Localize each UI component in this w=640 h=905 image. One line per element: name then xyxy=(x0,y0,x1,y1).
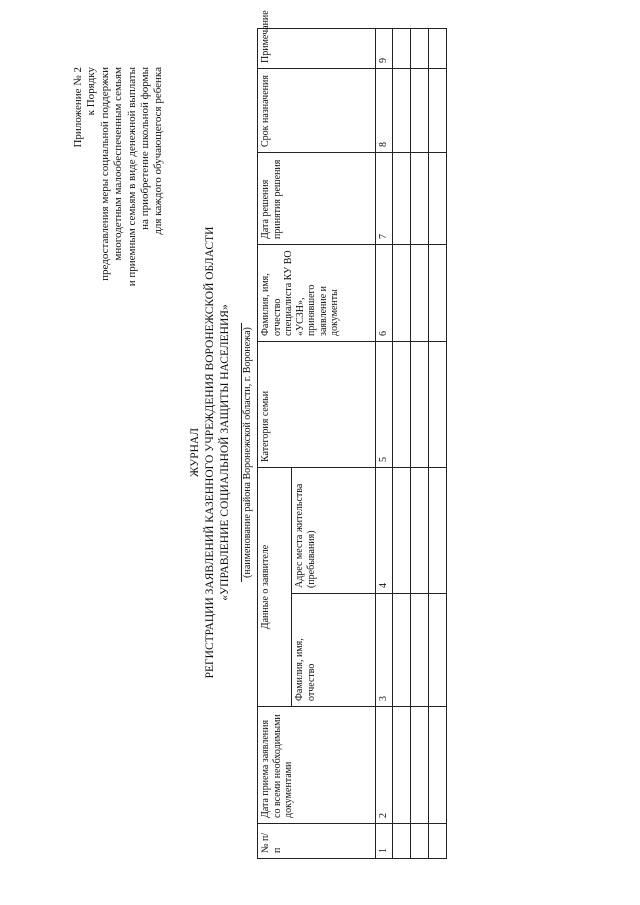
header-date-received: Дата приема заявления со всеми необходимыми документами xyxy=(258,707,376,824)
empty-cell xyxy=(428,28,446,68)
empty-cell xyxy=(410,707,428,824)
empty-cell xyxy=(392,594,410,707)
empty-cell xyxy=(392,707,410,824)
empty-cell xyxy=(392,152,410,244)
empty-cell xyxy=(410,152,428,244)
journal-subtitle: РЕГИСТРАЦИИ ЗАЯВЛЕНИЙ КАЗЕННОГО УЧРЕЖДЕНИЯ ВОРОНЕЖСКОЙ ОБЛАСТИ xyxy=(204,226,216,679)
empty-table-row xyxy=(428,28,446,858)
empty-cell xyxy=(428,68,446,152)
empty-cell xyxy=(410,824,428,859)
header-note: Примечание xyxy=(258,28,376,68)
empty-cell xyxy=(428,152,446,244)
appendix-line: на приобретение школьной формы xyxy=(139,67,152,230)
appendix-line: предоставления меры социальной поддержки xyxy=(98,67,111,281)
region-caption xyxy=(242,0,254,905)
empty-cell xyxy=(392,244,410,341)
appendix-line: к Порядку xyxy=(85,67,98,116)
column-number: 2 xyxy=(376,707,393,824)
column-number: 5 xyxy=(376,341,393,467)
header-address: Адрес места жительства (пребывания) xyxy=(292,467,376,593)
header-decision-date: Дата решения принятия решения xyxy=(258,152,376,244)
column-number: 1 xyxy=(376,824,393,859)
header-full-name: Фамилия, имя, отчество xyxy=(292,594,376,707)
empty-cell xyxy=(428,244,446,341)
empty-table-row xyxy=(392,28,410,858)
column-number: 4 xyxy=(376,467,393,593)
empty-cell xyxy=(410,28,428,68)
appendix-line: и приемным семьям в виде денежной выплаты xyxy=(125,67,138,287)
registration-table xyxy=(257,10,447,859)
header-specialist: Фамилия, имя, отчество специалиста КУ ВО «УСЗН», принявшего заявление и документы xyxy=(258,244,376,341)
empty-cell xyxy=(410,594,428,707)
header-family-category: Категория семьи xyxy=(258,341,376,467)
empty-cell xyxy=(392,28,410,68)
header-term: Срок назначения xyxy=(258,68,376,152)
journal-organization: «УПРАВЛЕНИЕ СОЦИАЛЬНОЙ ЗАЩИТЫ НАСЕЛЕНИЯ» xyxy=(219,304,231,601)
column-number: 7 xyxy=(376,152,393,244)
column-number: 6 xyxy=(376,244,393,341)
empty-cell xyxy=(392,68,410,152)
empty-cell xyxy=(428,707,446,824)
empty-cell xyxy=(428,824,446,859)
empty-cell xyxy=(392,467,410,593)
appendix-block xyxy=(72,67,166,905)
region-caption-text: (наименование района Воронежской области, г. Воронежа) xyxy=(241,323,253,582)
journal-title: ЖУРНАЛ xyxy=(189,427,201,478)
empty-cell xyxy=(410,68,428,152)
empty-cell xyxy=(410,467,428,593)
empty-cell xyxy=(428,594,446,707)
empty-cell xyxy=(410,244,428,341)
header-num: № п/п xyxy=(258,824,376,859)
empty-cell xyxy=(392,824,410,859)
empty-cell xyxy=(410,341,428,467)
appendix-line: для каждого обучающегося ребенка xyxy=(152,67,165,235)
empty-cell xyxy=(428,341,446,467)
empty-cell xyxy=(392,341,410,467)
appendix-line: многодетным малообеспеченным семьям xyxy=(112,67,125,261)
empty-cell xyxy=(428,467,446,593)
column-number-row xyxy=(376,28,393,858)
column-number: 9 xyxy=(376,28,393,68)
header-applicant-group: Данные о заявителе xyxy=(258,467,292,706)
appendix-line: Приложение № 2 xyxy=(72,67,84,148)
column-number: 8 xyxy=(376,68,393,152)
empty-table-row xyxy=(410,28,428,858)
column-number: 3 xyxy=(376,594,393,707)
